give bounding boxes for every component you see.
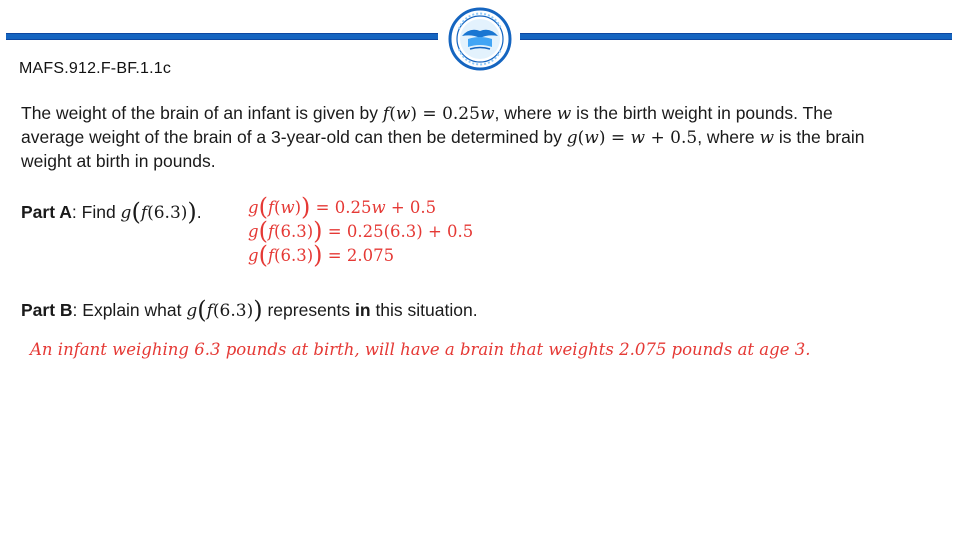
problem-line-3: weight at birth in pounds. [21,151,216,171]
problem-text: average weight of the brain of a 3-year-old can then be determined by [21,127,567,147]
part-a-text: : Find [71,202,121,222]
problem-text: The weight of the brain of an infant is given by [21,103,383,123]
part-a-prompt [21,198,202,226]
problem-text: is the brain [774,127,865,147]
part-b-prompt [21,296,478,324]
work-step-1: g(f(w)) = 0.25w + 0.5 [248,193,437,221]
problem-text: is the birth weight in pounds. The [571,103,833,123]
work-step-3: g(f(6.3)) = 2.075 [248,241,395,269]
part-a-period: . [196,202,202,222]
part-b-expression: g(f(6.3)) [186,296,263,324]
part-b-in-word: in [355,300,371,320]
part-a-label: Part A [21,202,72,222]
problem-text: , where [697,127,760,147]
part-b-answer: An infant weighing 6.3 pounds at birth, will have a brain that weights 2.075 pounds at age 3. [30,340,811,359]
work-step-2: g(f(6.3)) = 0.25(6.3) + 0.5 [248,217,474,245]
part-a-expression: g(f(6.3)) [120,198,197,226]
school-district-seal-icon [448,7,512,71]
header-rule-right [520,33,952,40]
standard-code: MAFS.912.F-BF.1.1c [19,60,172,77]
part-b-label: Part B [21,300,73,320]
f-definition: f(w) = 0.25w [382,104,495,124]
header-rule-left [6,33,438,40]
part-b-text: represents [262,300,356,320]
part-b-text: this situation. [370,300,478,320]
variable-w: w [556,104,572,124]
problem-line-1 [21,103,833,124]
variable-w: w [759,128,775,148]
problem-text: , where [494,103,557,123]
part-b-text: : Explain what [72,300,187,320]
g-definition: g(w) = w + 0.5 [566,128,698,148]
problem-line-2 [21,127,864,148]
